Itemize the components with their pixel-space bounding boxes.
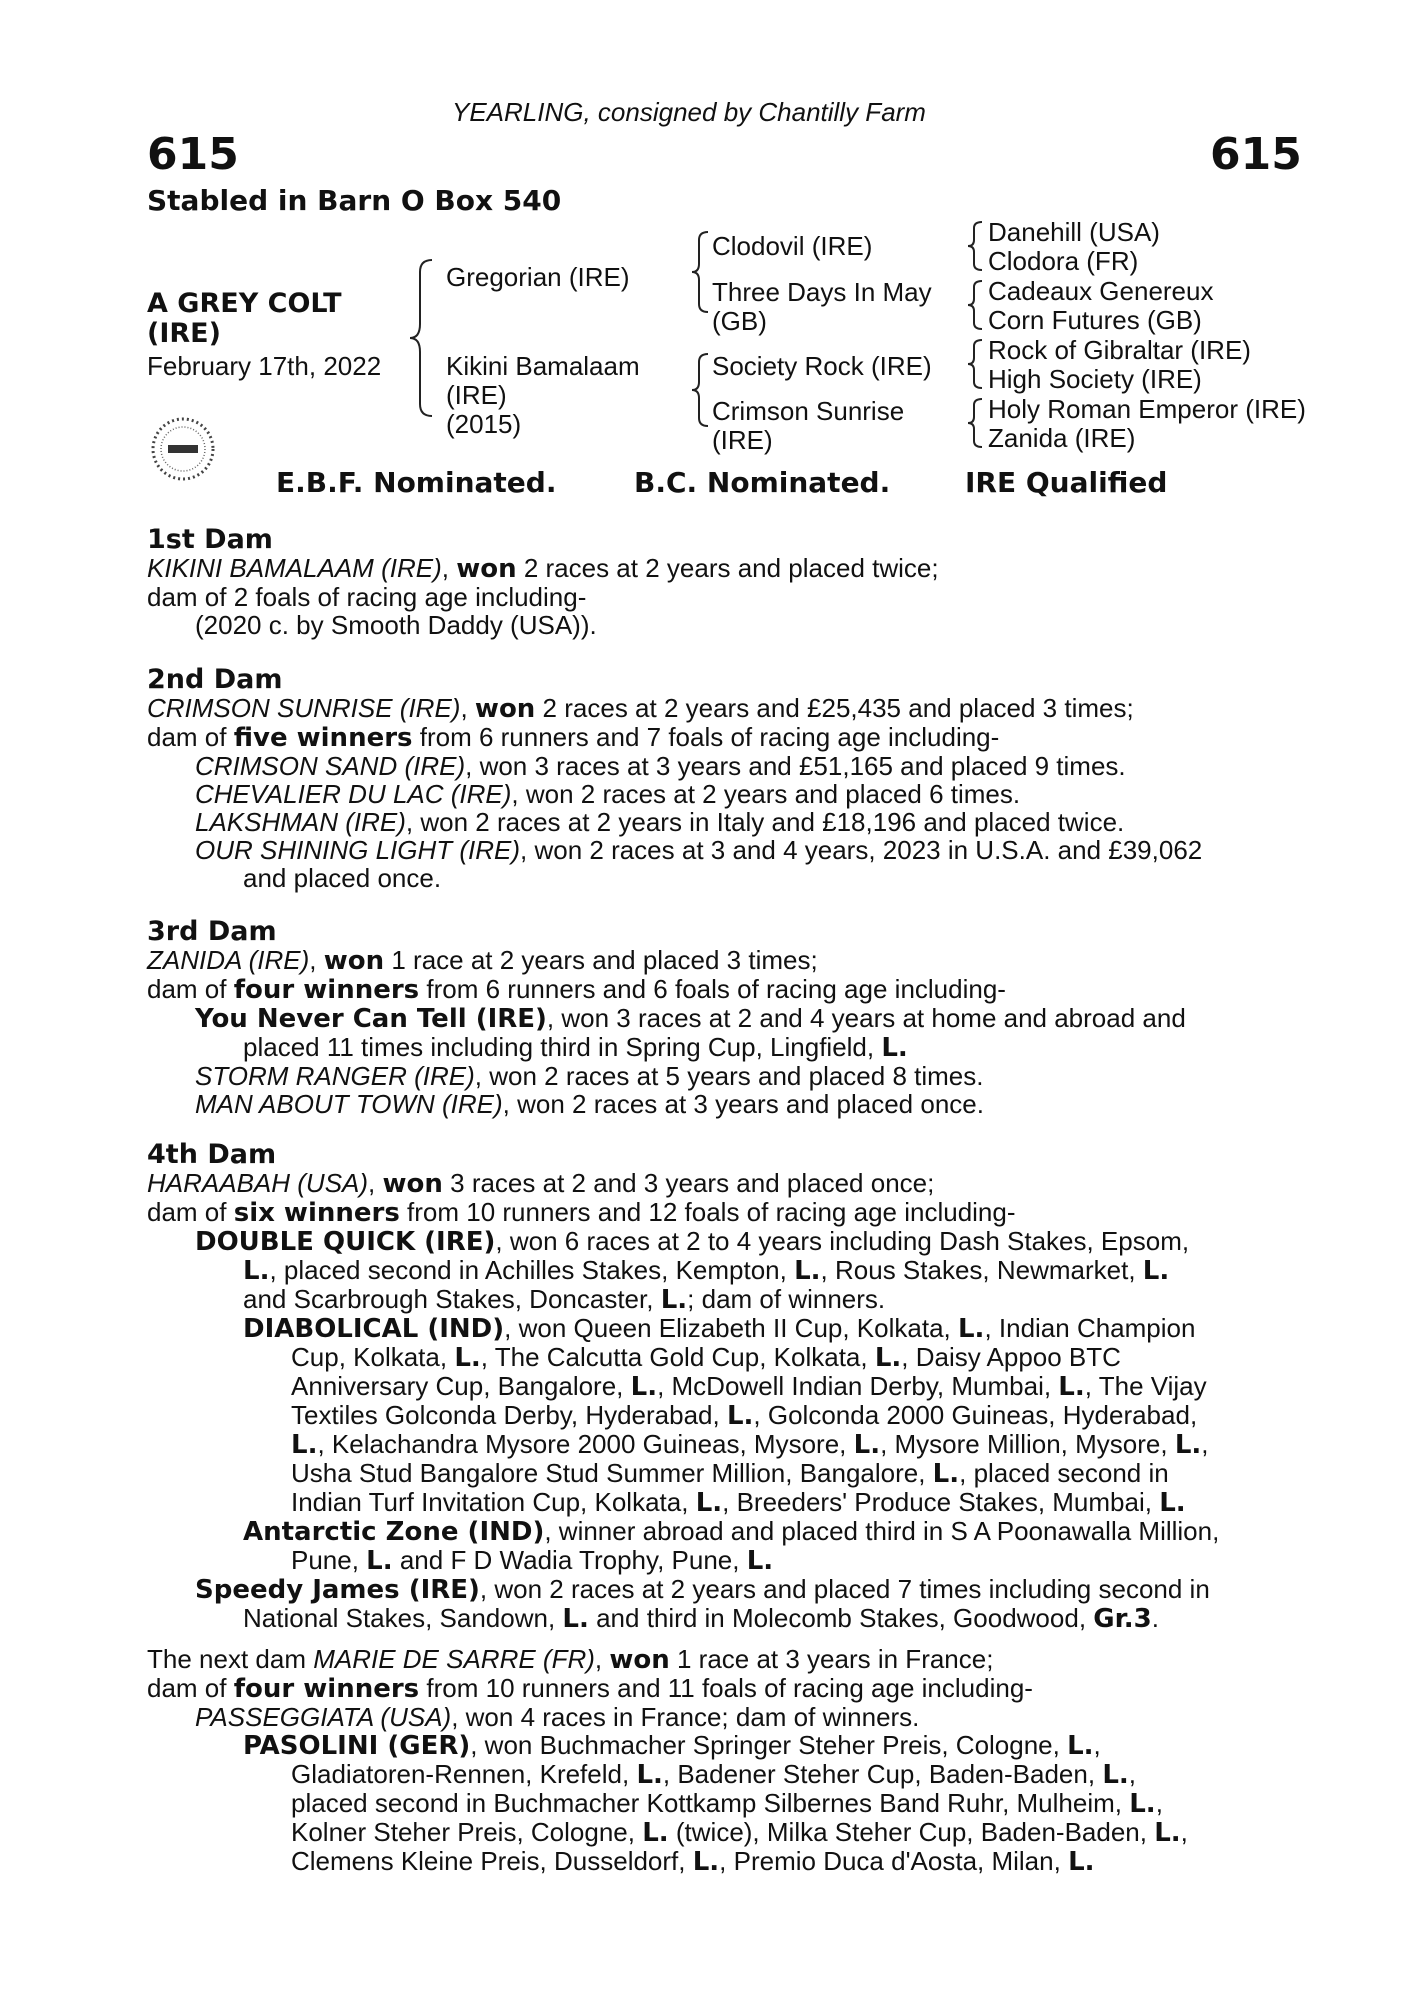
runner-name: DOUBLE QUICK (IRE)	[195, 1227, 496, 1257]
listed: L.	[726, 1401, 754, 1431]
runner-name: PASSEGGIATA (USA)	[195, 1702, 452, 1732]
listed: L.	[1154, 1818, 1181, 1848]
sire-sire: Clodovil (IRE)	[712, 231, 873, 261]
listed: L.	[746, 1546, 774, 1576]
gg-sss: Danehill (USA)	[988, 217, 1160, 247]
listed: L.	[932, 1459, 960, 1489]
horse-name-line2: (IRE)	[147, 318, 221, 349]
t: Cup, Kolkata,	[291, 1342, 455, 1372]
dam-year: (2015)	[446, 409, 522, 439]
t: and Scarbrough Stakes, Doncaster,	[243, 1284, 661, 1314]
winners-count: four winners	[233, 1674, 420, 1704]
t: , Kelachandra Mysore 2000 Guineas, Mysore,	[317, 1429, 854, 1459]
runner-cont	[147, 1033, 1287, 1062]
t: , Indian Champion	[984, 1313, 1196, 1343]
fourth-dam-heading: 4th Dam	[147, 1139, 277, 1170]
dam: Kikini Bamalaam	[446, 351, 640, 381]
t: , placed second in Achilles Stakes, Kempton,	[269, 1255, 795, 1285]
first-dam-name: KIKINI BAMALAAM (IRE)	[147, 553, 442, 583]
t: .	[1151, 1603, 1159, 1633]
t: (twice), Milka Steher Cup, Baden-Baden,	[668, 1817, 1155, 1847]
t: , Golconda 2000 Guineas, Hyderabad,	[753, 1400, 1198, 1430]
runner-cont	[147, 1760, 1287, 1789]
runner-cont	[147, 1372, 1287, 1401]
t: , Breeders' Produce Stakes, Mumbai,	[722, 1487, 1160, 1517]
t: , McDowell Indian Derby, Mumbai,	[657, 1371, 1059, 1401]
runner-speedy-james	[147, 1575, 1287, 1604]
t: ; dam of winners.	[687, 1284, 886, 1314]
t: Pune,	[291, 1545, 367, 1575]
brace-gen1	[408, 258, 436, 418]
third-dam-produce	[147, 975, 1287, 1004]
runner-cont: and placed once.	[243, 863, 442, 893]
t: placed 11 times including third in Spring Cup, Lingfield,	[243, 1032, 882, 1062]
t: , Daisy Appoo BTC	[901, 1342, 1121, 1372]
listed: L.	[1159, 1488, 1186, 1518]
gg-ssd: Clodora (FR)	[988, 246, 1139, 276]
runner-cont	[147, 1488, 1287, 1517]
listed: L.	[243, 1256, 270, 1286]
runner-double-quick	[147, 1227, 1287, 1256]
listed: L.	[562, 1604, 589, 1634]
record-rest: 2 races at 2 years and £25,435 and placed 3 times;	[535, 693, 1134, 723]
listed: L.	[957, 1314, 985, 1344]
second-dam-produce	[147, 723, 1287, 752]
next-dam-name: MARIE DE SARRE (FR)	[313, 1644, 595, 1674]
fourth-dam-produce	[147, 1198, 1287, 1227]
bc-nominated: B.C. Nominated.	[634, 466, 891, 499]
t: , winner abroad and placed third in S A Poonawalla Million,	[544, 1516, 1220, 1546]
listed: L.	[1067, 1731, 1094, 1761]
brace-dam-side	[690, 352, 710, 428]
ebf-nominated: E.B.F. Nominated.	[276, 466, 557, 499]
listed: L.	[366, 1546, 393, 1576]
t: Clemens Kleine Preis, Dusseldorf,	[291, 1846, 693, 1876]
runner-name: PASOLINI (GER)	[243, 1731, 471, 1761]
t: National Stakes, Sandown,	[243, 1603, 563, 1633]
t: Gladiatoren-Rennen, Krefeld,	[291, 1759, 637, 1789]
stabled-location: Stabled in Barn O Box 540	[147, 184, 562, 217]
horse-name-line1: A GREY COLT	[147, 288, 342, 319]
first-dam-foal: (2020 c. by Smooth Daddy (USA)).	[195, 610, 597, 640]
dam-dam-country: (IRE)	[712, 425, 773, 455]
won: won	[323, 946, 385, 976]
sire-dam-country: (GB)	[712, 306, 767, 336]
gg-dds: Holy Roman Emperor (IRE)	[988, 394, 1306, 424]
runner	[147, 752, 1287, 780]
brace-gen3-3	[966, 338, 984, 390]
brace-gen3-4	[966, 397, 984, 449]
runner-name: STORM RANGER (IRE)	[195, 1061, 475, 1091]
runner-name: Speedy James (IRE)	[195, 1575, 480, 1605]
runner	[147, 1004, 1287, 1033]
runner-record: , won 2 races at 2 years and placed 6 times.	[511, 779, 1021, 809]
runner-cont	[147, 1401, 1287, 1430]
lot-number-left: 615	[147, 129, 239, 180]
runner-diabolical	[147, 1314, 1287, 1343]
listed: L.	[874, 1343, 902, 1373]
t: , Badener Steher Cup, Baden-Baden,	[662, 1759, 1103, 1789]
listed: L.	[1102, 1760, 1129, 1790]
section-third-dam	[147, 918, 1287, 1118]
runner-record: , won 2 races at 3 and 4 years, 2023 in U.S.A. and £39,062	[520, 835, 1203, 865]
runner	[147, 1062, 1287, 1090]
section-first-dam	[147, 526, 1287, 639]
runner-name: LAKSHMAN (IRE)	[195, 807, 406, 837]
third-dam-heading: 3rd Dam	[147, 916, 277, 947]
third-dam-record	[147, 946, 1287, 975]
lot-number-right: 615	[1210, 129, 1302, 180]
runner	[147, 808, 1287, 836]
listed: L.	[1068, 1847, 1095, 1877]
listed: L.	[660, 1285, 688, 1315]
foaling-date: February 17th, 2022	[147, 351, 382, 381]
listed: L.	[1142, 1256, 1170, 1286]
fourth-dam-record	[147, 1169, 1287, 1198]
runner-cont	[147, 1285, 1287, 1314]
listed: L.	[630, 1372, 658, 1402]
dam-sire: Society Rock (IRE)	[712, 351, 932, 381]
t: , won 6 races at 2 to 4 years including Dash Stakes, Epsom,	[495, 1226, 1190, 1256]
gg-sdd: Corn Futures (GB)	[988, 305, 1202, 335]
runner-name: MAN ABOUT TOWN (IRE)	[195, 1089, 503, 1119]
won: won	[609, 1645, 670, 1675]
sep: ,	[441, 553, 457, 583]
won: won	[382, 1169, 443, 1199]
dam-country: (IRE)	[446, 380, 507, 410]
t: , Rous Stakes, Newmarket,	[820, 1255, 1143, 1285]
runner	[147, 836, 1287, 864]
won: won	[474, 694, 536, 724]
second-dam-record	[147, 694, 1287, 723]
t: and third in Molecomb Stakes, Goodwood,	[588, 1603, 1094, 1633]
t: , Premio Duca d'Aosta, Milan,	[719, 1846, 1069, 1876]
runner	[147, 780, 1287, 808]
next-dam-record	[147, 1645, 1287, 1674]
section-second-dam	[147, 666, 1287, 892]
t: ,	[1093, 1730, 1101, 1760]
t: Indian Turf Invitation Cup, Kolkata,	[291, 1487, 696, 1517]
winners-count: six winners	[233, 1198, 400, 1228]
sep: ,	[309, 945, 324, 975]
t: dam of	[147, 1197, 234, 1227]
runner-cont	[147, 1546, 1287, 1575]
runner-antarctic-zone	[147, 1517, 1287, 1546]
runner-cont	[147, 1256, 1287, 1285]
t: , won 4 races in France; dam of winners.	[451, 1702, 920, 1732]
runner-name: CRIMSON SAND (IRE)	[195, 751, 466, 781]
runner-pasolini	[147, 1731, 1287, 1760]
runner-name: DIABOLICAL (IND)	[243, 1314, 505, 1344]
t: ,	[1128, 1759, 1136, 1789]
winners-count: four winners	[233, 975, 420, 1005]
section-next-dam	[147, 1645, 1287, 1876]
first-dam-record	[147, 554, 1287, 583]
listed: L.	[642, 1818, 669, 1848]
t: from 10 runners and 11 foals of racing age including-	[419, 1673, 1033, 1703]
runner-cont	[147, 1343, 1287, 1372]
second-dam-name: CRIMSON SUNRISE (IRE)	[147, 693, 461, 723]
first-dam-heading: 1st Dam	[147, 524, 273, 555]
listed: L.	[692, 1847, 720, 1877]
third-dam-name: ZANIDA (IRE)	[147, 945, 310, 975]
sep: ,	[594, 1644, 610, 1674]
t: placed second in Buchmacher Kottkamp Silbernes Band Ruhr, Mulheim,	[291, 1788, 1130, 1818]
record-rest: 1 race at 2 years and placed 3 times;	[384, 945, 818, 975]
section-fourth-dam	[147, 1141, 1287, 1633]
runner-cont	[147, 1818, 1287, 1847]
t: from 10 runners and 12 foals of racing age including-	[399, 1197, 1016, 1227]
listed: L.	[636, 1760, 663, 1790]
t: , The Calcutta Gold Cup, Kolkata,	[480, 1342, 875, 1372]
runner	[147, 1090, 1287, 1118]
second-dam-heading: 2nd Dam	[147, 664, 283, 695]
t: , won Buchmacher Springer Steher Preis, Cologne,	[470, 1730, 1068, 1760]
t: , The Vijay	[1084, 1371, 1207, 1401]
winners-count: five winners	[233, 723, 413, 753]
runner-cont	[147, 1847, 1287, 1876]
t: , won 2 races at 2 years and placed 7 times including second in	[479, 1574, 1210, 1604]
t: , won Queen Elizabeth II Cup, Kolkata,	[504, 1313, 958, 1343]
runner-cont	[147, 1459, 1287, 1488]
t: Textiles Golconda Derby, Hyderabad,	[291, 1400, 727, 1430]
t: 1 race at 3 years in France;	[669, 1644, 994, 1674]
gg-ddd: Zanida (IRE)	[988, 423, 1136, 453]
t: Anniversary Cup, Bangalore,	[291, 1371, 631, 1401]
runner-passeggiata	[147, 1703, 1287, 1731]
record-rest: 3 races at 2 and 3 years and placed once;	[442, 1168, 935, 1198]
t: , Mysore Million, Mysore,	[880, 1429, 1175, 1459]
t: ,	[1155, 1788, 1163, 1818]
brace-gen3-1	[966, 220, 984, 272]
gg-dsd: High Society (IRE)	[988, 364, 1202, 394]
listed: L.	[853, 1430, 881, 1460]
next-dam-produce	[147, 1674, 1287, 1703]
runner-record: , won 3 races at 2 and 4 years at home and abroad and	[546, 1003, 1186, 1033]
brace-sire-side	[690, 230, 710, 314]
t: Usha Stud Bangalore Stud Summer Million, Bangalore,	[291, 1458, 933, 1488]
t: and F D Wadia Trophy, Pune,	[392, 1545, 747, 1575]
gg-sds: Cadeaux Genereux	[988, 276, 1214, 306]
runner-name: Antarctic Zone (IND)	[243, 1517, 545, 1547]
runner-name: OUR SHINING LIGHT (IRE)	[195, 835, 521, 865]
sire-dam: Three Days In May	[712, 277, 932, 307]
runner-record: , won 2 races at 2 years in Italy and £18,196 and placed twice.	[405, 807, 1125, 837]
ire-qualified: IRE Qualified	[965, 466, 1168, 499]
first-dam-produce: dam of 2 foals of racing age including-	[147, 582, 587, 612]
won: won	[456, 554, 517, 584]
record-rest: 2 races at 2 years and placed twice;	[516, 553, 939, 583]
gg-dss: Rock of Gibraltar (IRE)	[988, 335, 1251, 365]
runner-cont	[147, 1789, 1287, 1818]
listed: L.	[794, 1256, 821, 1286]
runner-name: You Never Can Tell (IRE)	[195, 1004, 547, 1034]
fourth-dam-name: HARAABAH (USA)	[147, 1168, 369, 1198]
runner-record: , won 2 races at 3 years and placed once.	[502, 1089, 984, 1119]
t: Kolner Steher Preis, Cologne,	[291, 1817, 643, 1847]
listed: L.	[291, 1430, 318, 1460]
listed: L.	[454, 1343, 481, 1373]
runner-record: , won 3 races at 3 years and £51,165 and placed 9 times.	[465, 751, 1126, 781]
t: dam of	[147, 974, 234, 1004]
listed: L.	[881, 1033, 908, 1063]
runner-cont	[147, 1430, 1287, 1459]
t: from 6 runners and 6 foals of racing age including-	[419, 974, 1006, 1004]
group-3: Gr.3	[1093, 1604, 1152, 1634]
seal-logo	[148, 414, 218, 484]
dam-dam: Crimson Sunrise	[712, 396, 905, 426]
consignment-line: YEARLING, consigned by Chantilly Farm	[452, 97, 926, 127]
sep: ,	[460, 693, 475, 723]
t: from 6 runners and 7 foals of racing age including-	[412, 722, 1000, 752]
listed: L.	[1174, 1430, 1202, 1460]
listed: L.	[1058, 1372, 1085, 1402]
listed: L.	[695, 1488, 723, 1518]
runner-record: , won 2 races at 5 years and placed 8 times.	[474, 1061, 984, 1091]
runner-cont	[147, 1604, 1287, 1633]
t: The next dam	[147, 1644, 314, 1674]
runner-name: CHEVALIER DU LAC (IRE)	[195, 779, 512, 809]
sep: ,	[368, 1168, 383, 1198]
sire: Gregorian (IRE)	[446, 262, 630, 292]
t: dam of	[147, 722, 234, 752]
t: ,	[1201, 1429, 1209, 1459]
brace-gen3-2	[966, 279, 984, 331]
t: dam of	[147, 1673, 234, 1703]
t: , placed second in	[959, 1458, 1169, 1488]
listed: L.	[1129, 1789, 1156, 1819]
t: ,	[1180, 1817, 1188, 1847]
